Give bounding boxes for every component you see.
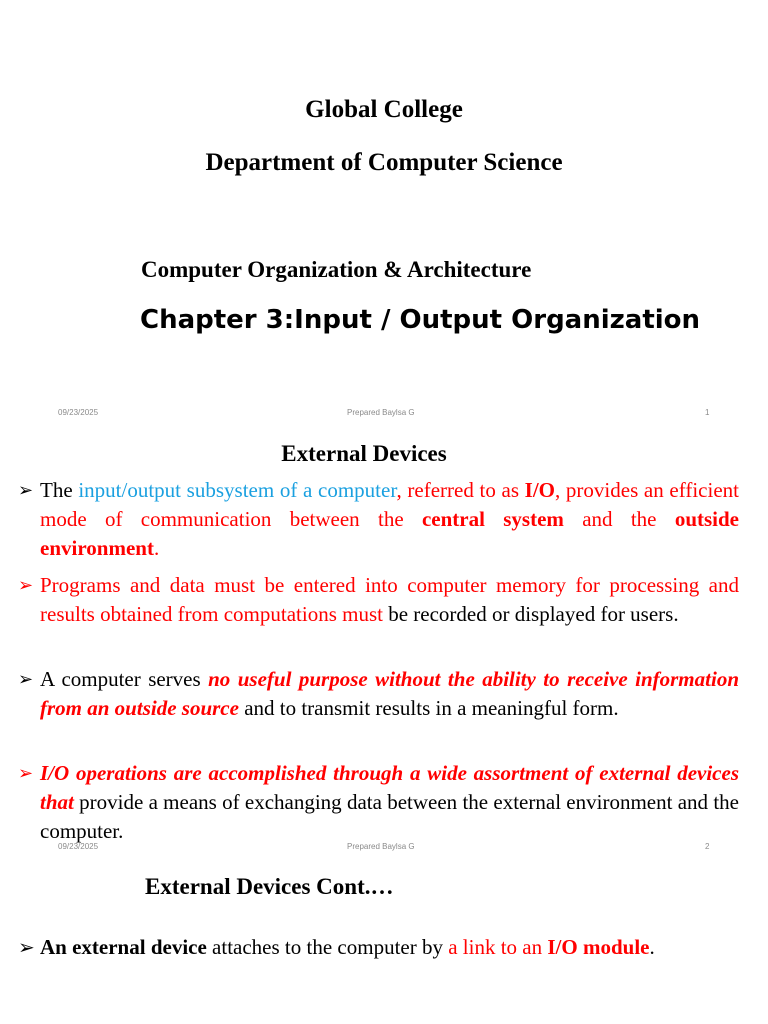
footer-author: Prepared Baylsa G	[347, 408, 415, 417]
footer-author: Prepared Baylsa G	[347, 842, 415, 851]
arrow-bullet-icon: ➢	[18, 763, 34, 784]
bullet-text: A computer serves no useful purpose without the ability to receive information from an outside source and to transmit results in a meaningful form.	[40, 667, 739, 720]
footer-date: 09/23/2025	[58, 842, 99, 851]
arrow-bullet-icon: ➢	[18, 935, 35, 959]
college-title: Global College	[305, 96, 463, 123]
bullet-text: I/O operations are accomplished through a wide assortment of external devices that provide a means of exchanging data between the external environment and the computer.	[40, 761, 739, 843]
bullet-item	[18, 665, 739, 755]
footer-date: 09/23/2025	[58, 408, 99, 417]
footer-page-number: 2	[705, 842, 710, 851]
section-heading: External Devices	[281, 441, 447, 466]
chapter-title: Chapter 3:Input / Output Organization	[140, 305, 701, 335]
department-title: Department of Computer Science	[205, 149, 563, 176]
bullet-item	[18, 476, 739, 566]
bullet-text: The input/output subsystem of a computer, referred to as I/O, provides an efficient mode of communication between the central system and the outside environment.	[40, 478, 740, 560]
bullet-item	[18, 759, 739, 849]
arrow-bullet-icon: ➢	[18, 480, 34, 501]
bullet-item	[18, 925, 739, 1015]
bullet-text: Programs and data must be entered into computer memory for processing and results obtained from computations must be recorded or displayed for users.	[40, 573, 739, 626]
bullet-text: An external device attaches to the computer by a link to an I/O module.	[40, 935, 655, 959]
bullet-item	[18, 571, 739, 661]
section-heading: External Devices Cont.…	[145, 874, 394, 899]
course-title: Computer Organization & Architecture	[141, 257, 532, 282]
arrow-bullet-icon: ➢	[18, 575, 34, 596]
arrow-bullet-icon: ➢	[18, 669, 34, 690]
footer-page-number: 1	[705, 408, 710, 417]
